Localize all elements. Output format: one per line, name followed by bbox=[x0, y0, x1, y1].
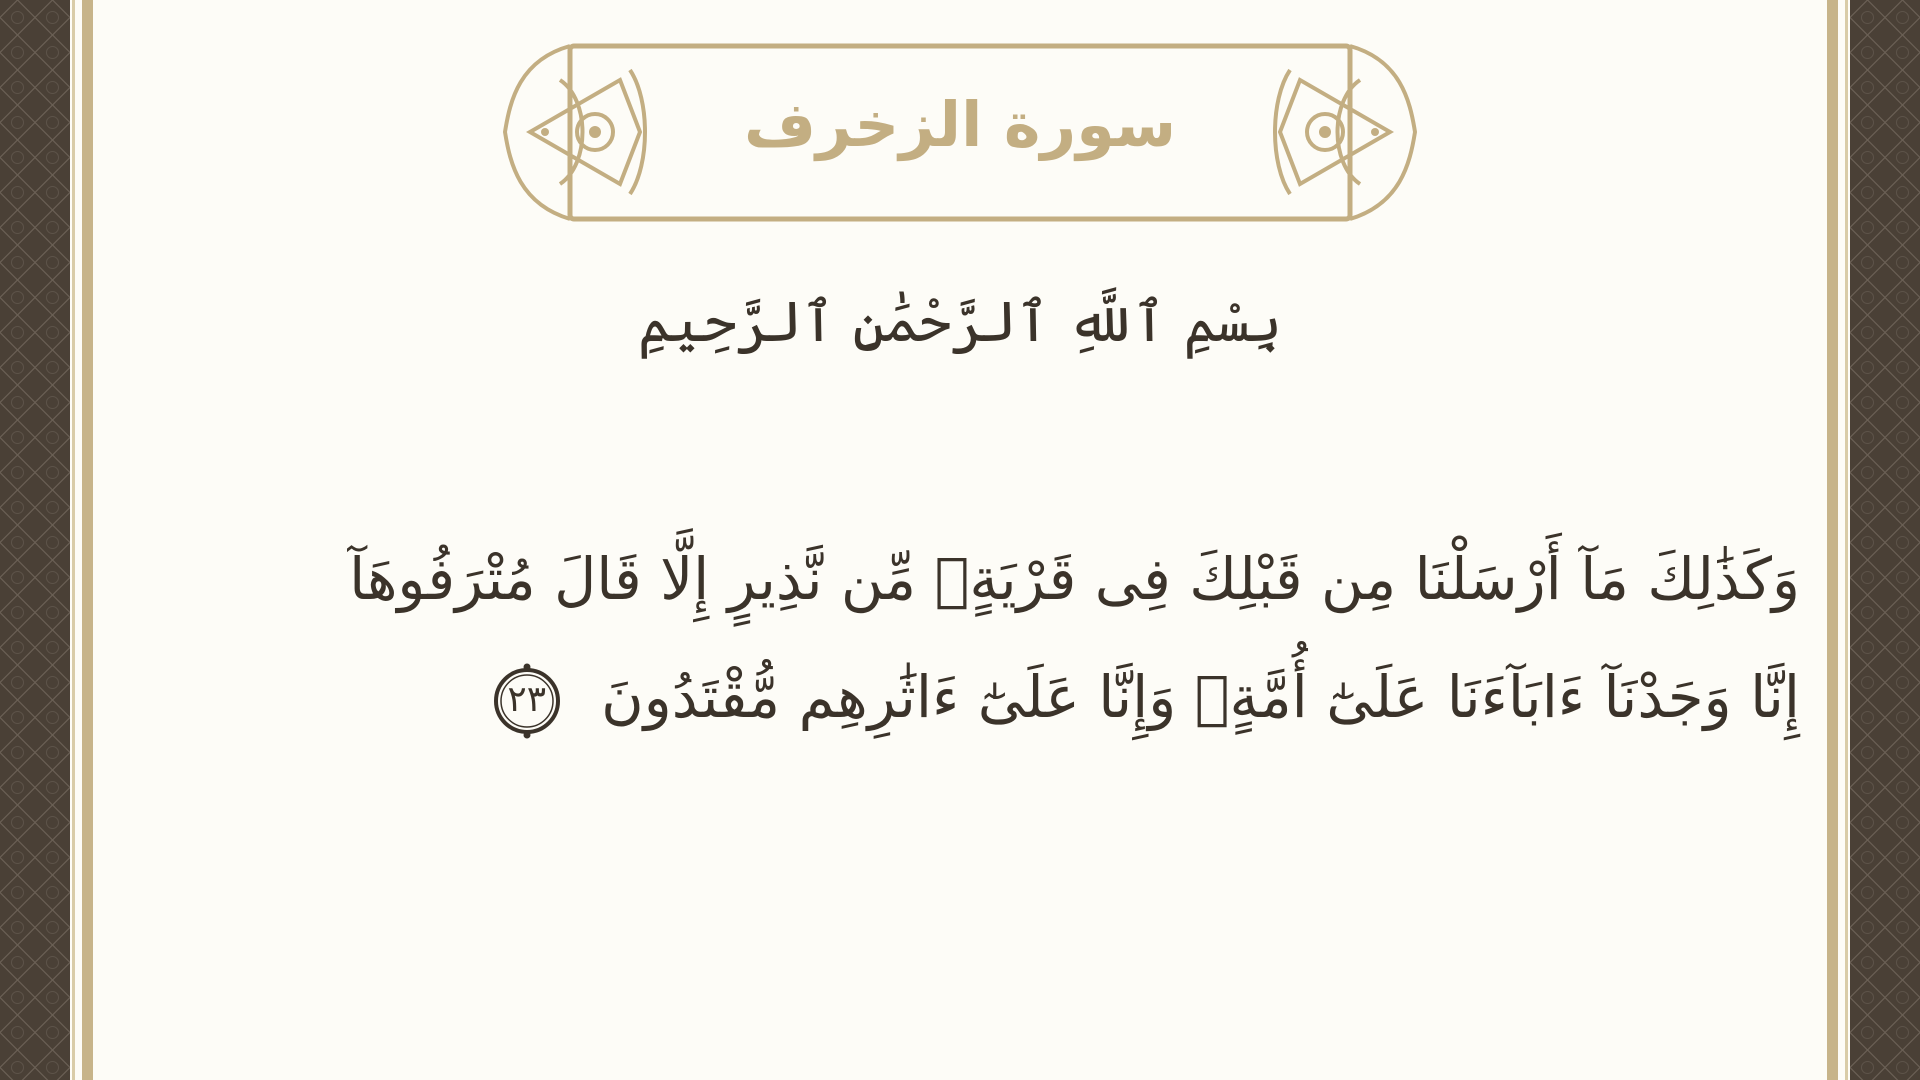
right-inner-line bbox=[1845, 0, 1848, 1080]
surah-title-banner bbox=[500, 40, 1420, 225]
left-gold-rule bbox=[82, 0, 93, 1080]
left-decorative-border bbox=[0, 0, 70, 1080]
right-pattern-icon bbox=[1850, 0, 1920, 1080]
basmala: بِسْمِ ٱللَّهِ ٱلرَّحْمَٰنِ ٱلرَّحِيمِ bbox=[637, 290, 1283, 355]
verse-text: وَكَذَٰلِكَ مَآ أَرْسَلْنَا مِن قَبْلِكَ فِى قَرْيَةٍۢ مِّن نَّذِيرٍ إِلَّا قَالَ مُتْرَفُوهَآ إِنَّا وَجَدْنَآ ءَابَآءَنَا عَلَىٰٓ أُمَّةٍۢ وَإِنَّا عَلَىٰٓ ءَاثَٰرِهِم مُّقْتَدُونَ bbox=[349, 545, 1800, 731]
left-pattern-icon bbox=[0, 0, 70, 1080]
ayah-end-marker bbox=[489, 663, 565, 739]
right-gold-rule bbox=[1827, 0, 1838, 1080]
verse-block bbox=[290, 520, 1800, 756]
right-decorative-border bbox=[1850, 0, 1920, 1080]
ayah-number: ٢٣ bbox=[507, 678, 547, 720]
surah-title: سورة الزخرف bbox=[743, 88, 1177, 161]
left-inner-line bbox=[72, 0, 75, 1080]
